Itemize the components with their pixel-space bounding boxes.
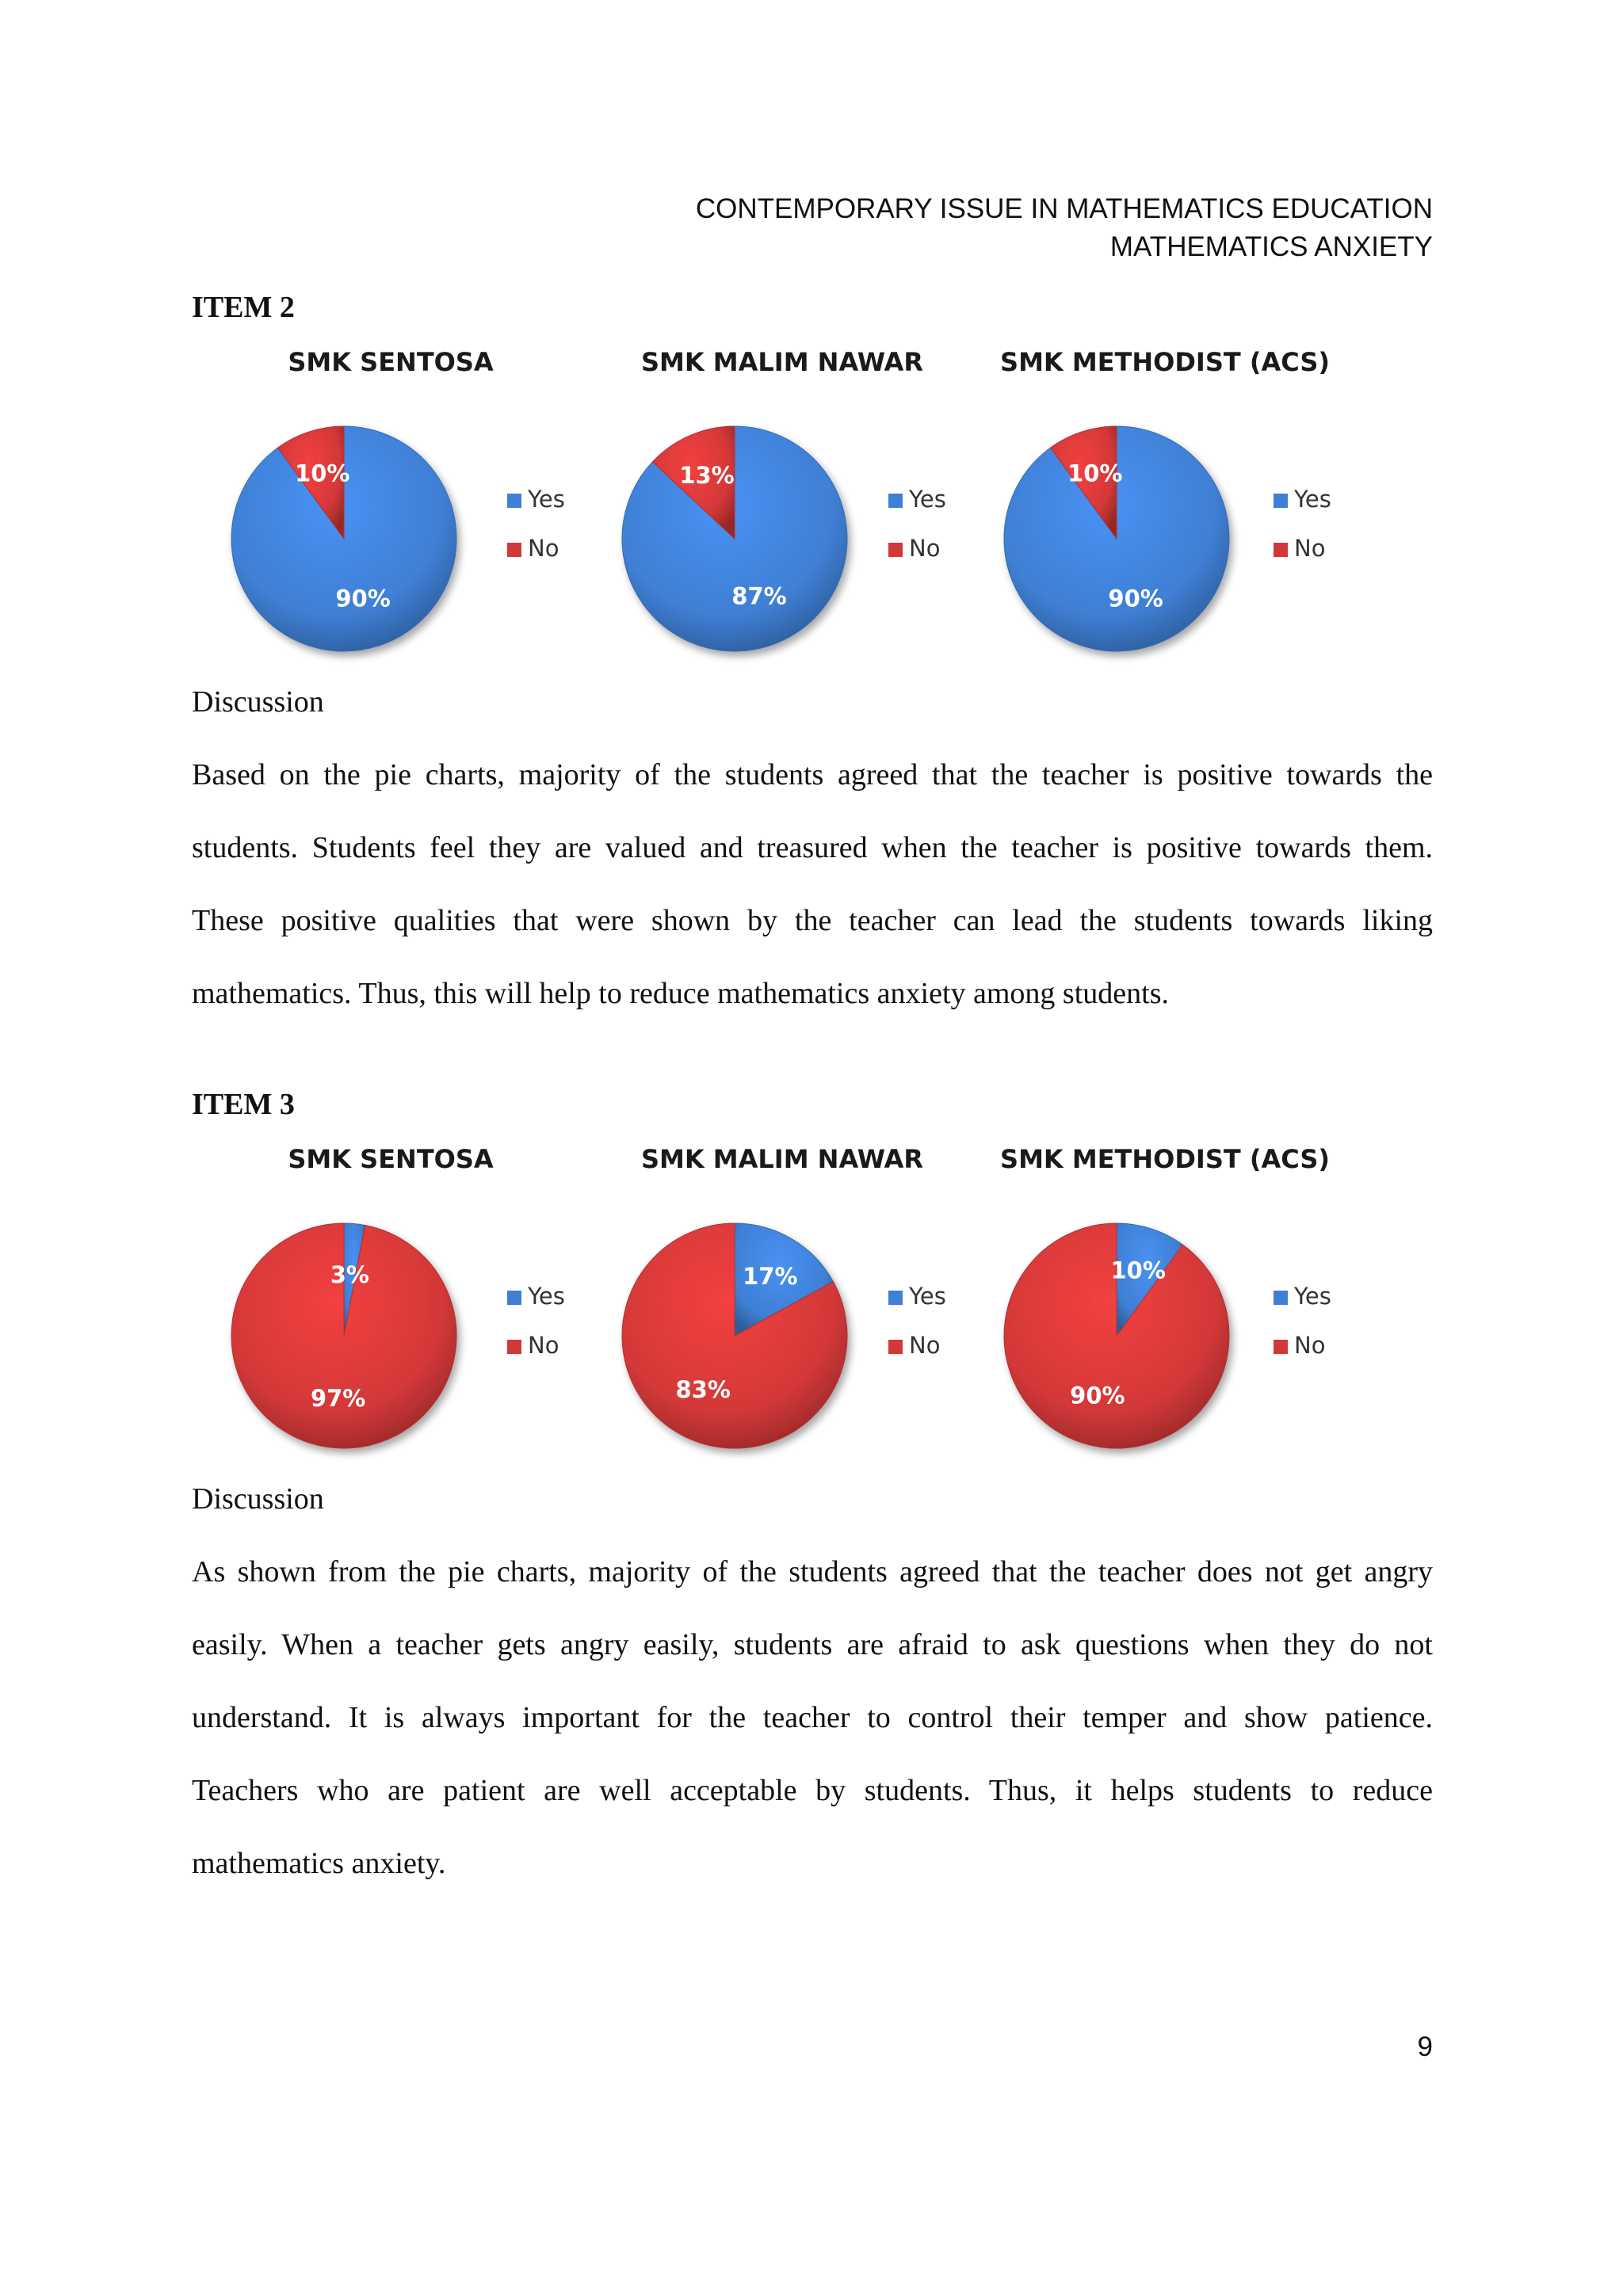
data-label: 13%	[679, 462, 735, 490]
legend-label: No	[528, 1332, 559, 1359]
legend-swatch-yes	[507, 1291, 521, 1305]
pie-chart	[622, 347, 946, 651]
pie-chart	[1000, 1144, 1331, 1448]
data-label: 90%	[1108, 585, 1163, 612]
legend-label: Yes	[528, 486, 565, 513]
data-label: 90%	[335, 585, 391, 612]
discussion-line: Teachers who are patient are well acceptable by students. Thus, it helps students to reduce	[192, 1774, 1433, 1807]
legend-label: No	[528, 535, 559, 562]
item-3-charts	[0, 1136, 1623, 1469]
legend-swatch-yes	[1274, 1291, 1288, 1305]
chart-title: SMK MALIM NAWAR	[640, 1144, 924, 1174]
legend-label: No	[1294, 1332, 1326, 1359]
legend-label: Yes	[909, 486, 946, 513]
legend-swatch-yes	[888, 1291, 903, 1305]
chart-title: SMK METHODIST (ACS)	[1000, 347, 1330, 377]
legend-swatch-yes	[888, 494, 903, 508]
data-label: 87%	[731, 582, 787, 610]
data-label: 97%	[310, 1384, 366, 1412]
legend-label: No	[909, 535, 941, 562]
legend-swatch-no	[888, 1340, 903, 1354]
pie-chart	[231, 1144, 565, 1448]
running-header-title: CONTEMPORARY ISSUE IN MATHEMATICS EDUCATION	[695, 193, 1433, 224]
item-2-heading: ITEM 2	[192, 291, 295, 324]
pie-chart	[231, 347, 565, 651]
discussion-line: understand. It is always important for the teacher to control their temper and show patience.	[192, 1701, 1433, 1734]
discussion-line: mathematics anxiety.	[192, 1847, 446, 1880]
legend-label: Yes	[1294, 486, 1331, 513]
legend-label: Yes	[528, 1283, 565, 1310]
data-label: 10%	[1110, 1257, 1166, 1284]
item-3-discussion-label: Discussion	[192, 1482, 324, 1516]
legend-swatch-no	[507, 543, 521, 557]
running-header-subtitle: MATHEMATICS ANXIETY	[1109, 231, 1433, 262]
pie-chart	[622, 1144, 946, 1448]
legend-swatch-no	[507, 1340, 521, 1354]
data-label: 10%	[295, 460, 350, 487]
discussion-line: These positive qualities that were shown by the teacher can lead the students towards liking	[192, 904, 1433, 937]
discussion-line: easily. When a teacher gets angry easily, students are afraid to ask questions when they do not	[192, 1628, 1433, 1661]
page-number: 9	[1417, 2031, 1433, 2062]
item-2-discussion-label: Discussion	[192, 685, 324, 719]
chart-title: SMK MALIM NAWAR	[640, 347, 924, 377]
chart-title: SMK SENTOSA	[288, 347, 494, 377]
data-label: 3%	[330, 1261, 369, 1289]
data-label: 10%	[1067, 460, 1123, 487]
discussion-line: students. Students feel they are valued and treasured when the teacher is positive towards them.	[192, 831, 1433, 864]
legend-swatch-no	[888, 543, 903, 557]
legend-swatch-no	[1274, 543, 1288, 557]
legend-swatch-no	[1274, 1340, 1288, 1354]
legend-swatch-yes	[1274, 494, 1288, 508]
legend-swatch-yes	[507, 494, 521, 508]
item-3-heading: ITEM 3	[192, 1088, 295, 1121]
discussion-line: As shown from the pie charts, majority of the students agreed that the teacher does not get angry	[192, 1555, 1433, 1589]
chart-title: SMK SENTOSA	[288, 1144, 494, 1174]
legend-label: Yes	[1294, 1283, 1331, 1310]
data-label: 17%	[743, 1263, 798, 1291]
item-2-charts	[0, 339, 1623, 672]
pie-slice-no	[231, 1223, 456, 1448]
pie-chart	[1000, 347, 1331, 651]
legend-label: Yes	[909, 1283, 946, 1310]
chart-title: SMK METHODIST (ACS)	[1000, 1144, 1330, 1174]
discussion-line: mathematics. Thus, this will help to reduce mathematics anxiety among students.	[192, 977, 1169, 1010]
legend-label: No	[909, 1332, 941, 1359]
legend-label: No	[1294, 535, 1326, 562]
discussion-line: Based on the pie charts, majority of the students agreed that the teacher is positive towards the	[192, 758, 1433, 791]
data-label: 83%	[675, 1376, 731, 1404]
data-label: 90%	[1070, 1382, 1125, 1409]
